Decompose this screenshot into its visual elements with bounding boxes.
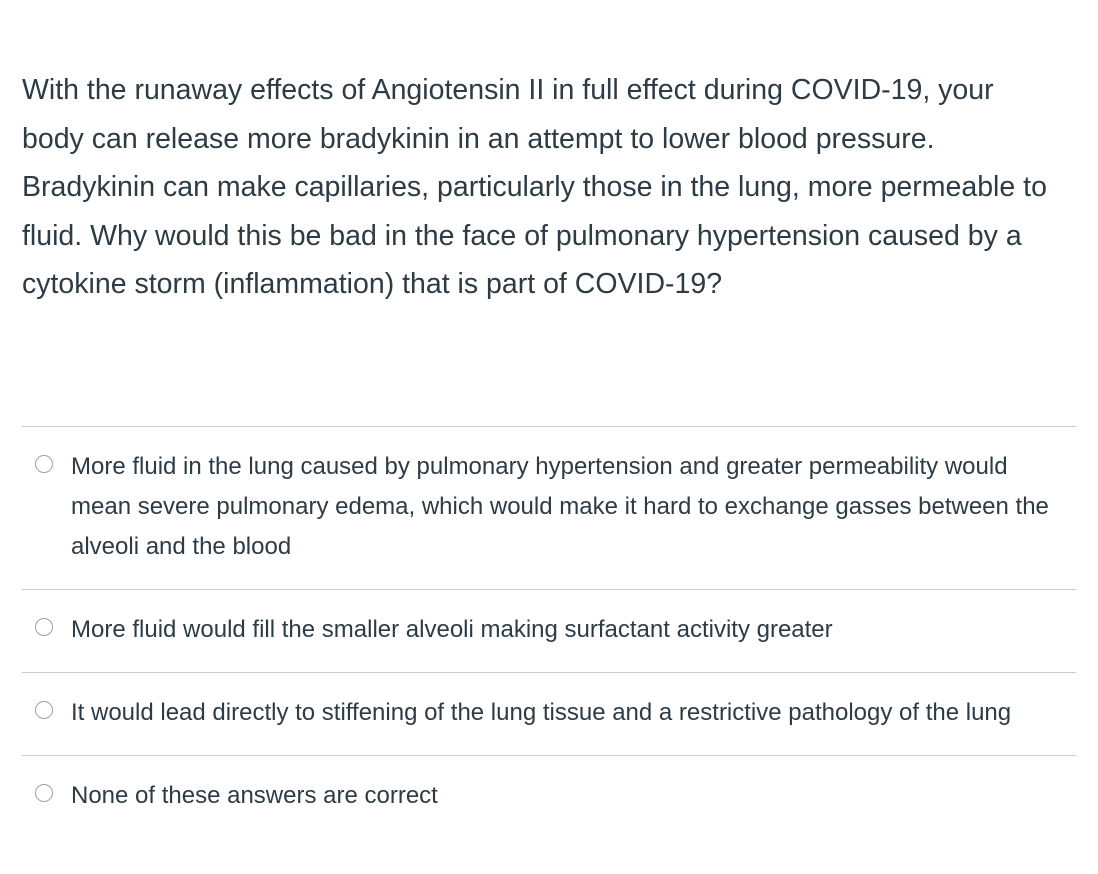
quiz-question <box>22 66 1076 809</box>
radio-button[interactable] <box>35 618 53 636</box>
answer-label[interactable]: None of these answers are correct <box>71 782 438 809</box>
answer-label[interactable]: It would lead directly to stiffening of the lung tissue and a restrictive pathology of the lung <box>71 699 1012 726</box>
answer-option-4[interactable] <box>22 756 1076 838</box>
radio-button[interactable] <box>35 784 53 802</box>
answer-option-2[interactable] <box>22 590 1076 673</box>
answer-list <box>22 426 1076 838</box>
answer-option-3[interactable] <box>22 673 1076 756</box>
answer-label[interactable]: More fluid would fill the smaller alveoli making surfactant activity greater <box>71 616 833 643</box>
radio-button[interactable] <box>35 455 53 473</box>
answer-label[interactable]: More fluid in the lung caused by pulmonary hypertension and greater permeability would mean severe pulmonary edema, which would make it hard to exchange gasses between the alveoli and the blood <box>71 453 1049 560</box>
question-text: With the runaway effects of Angiotensin II in full effect during COVID-19, your body can release more bradykinin in an attempt to lower blood pressure. Bradykinin can make capillaries, particularly those in the lung, more permeable to fluid. Why would this be bad in the face of pulmonary hypertension caused by a cytokine storm (inflammation) that is part of COVID-19? <box>22 74 1047 300</box>
radio-button[interactable] <box>35 701 53 719</box>
answer-option-1[interactable] <box>22 427 1076 590</box>
